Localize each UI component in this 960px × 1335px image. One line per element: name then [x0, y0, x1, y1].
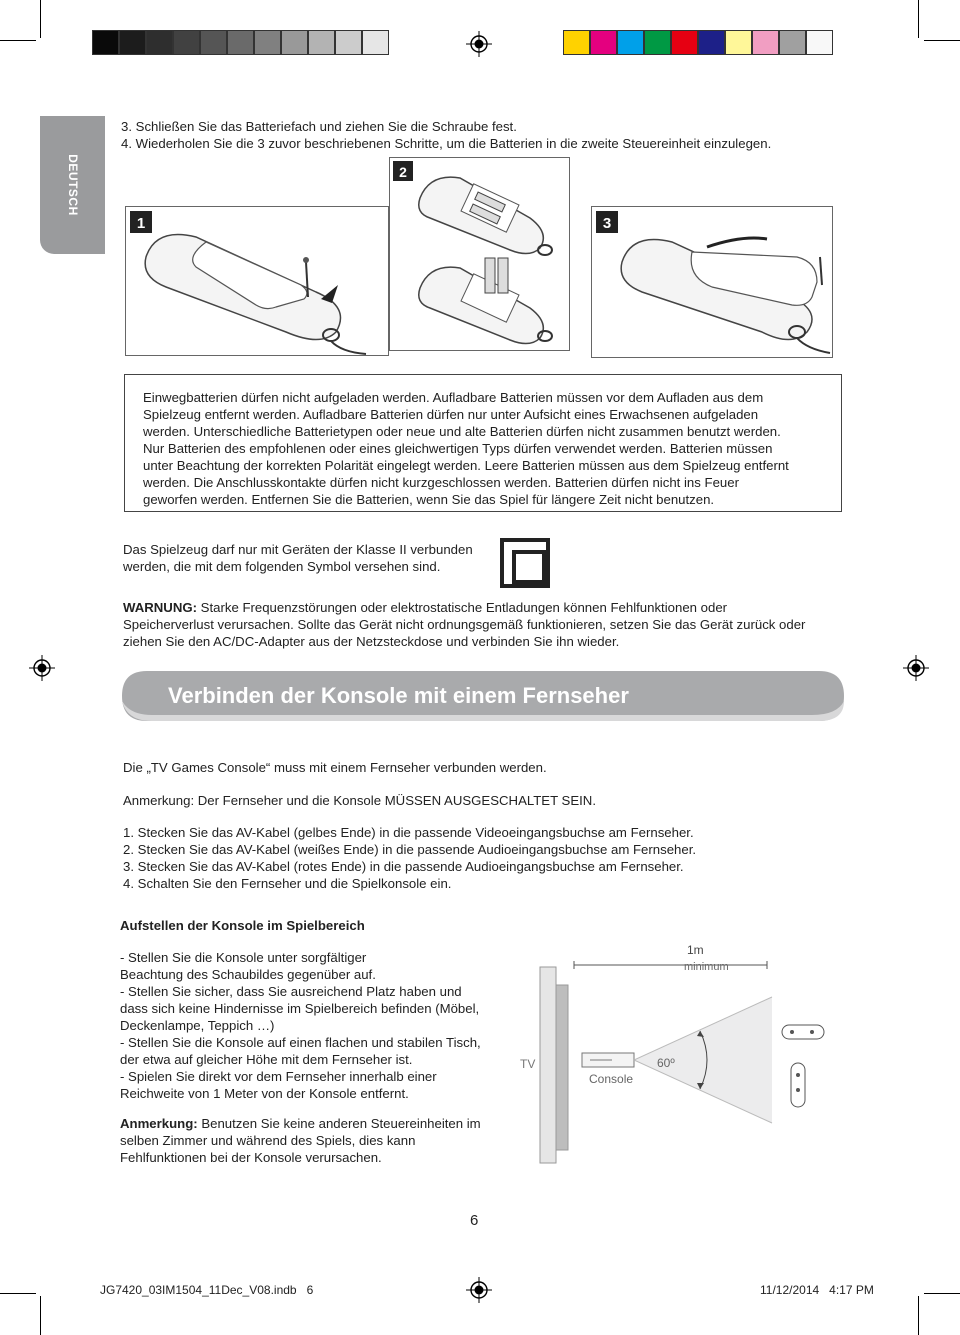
color-swatch — [698, 30, 725, 55]
step-3-text: 3. Schließen Sie das Batteriefach und ziehen Sie die Schraube fest. — [121, 119, 517, 134]
tv-label: TV — [520, 1057, 536, 1071]
color-swatch — [92, 30, 119, 55]
process-color-bar — [563, 30, 833, 55]
setup-instruction-line: Reichweite von 1 Meter von der Konsole entfernt. — [120, 1086, 409, 1101]
setup-instruction-line: Deckenlampe, Teppich …) — [120, 1018, 275, 1033]
crop-mark — [924, 1293, 960, 1294]
setup-note-line-1: Benutzen Sie keine anderen Steuereinheiten im — [197, 1116, 481, 1131]
footer-date: 11/12/2014 4:17 PM — [760, 1283, 874, 1297]
color-swatch — [806, 30, 833, 55]
class-ii-line-1: Das Spielzeug darf nur mit Geräten der Klasse II verbunden — [123, 542, 473, 557]
setup-note-line-3: Fehlfunktionen bei der Konsole verursachen. — [120, 1150, 382, 1165]
connect-step: 1. Stecken Sie das AV-Kabel (gelbes Ende) in die passende Videoeingangsbuchse am Fernseher. — [123, 825, 694, 840]
battery-warning-line: werden. Unterschiedliche Batterietypen oder neue und alte Batterien dürfen nicht zusammen benutzt werden. — [143, 424, 781, 439]
setup-diagram — [512, 925, 842, 1175]
connect-step: 3. Stecken Sie das AV-Kabel (rotes Ende) in die passende Audioeingangsbuchse am Fernseher. — [123, 859, 684, 874]
warning-line-3: ziehen Sie den AC/DC-Adapter aus der Netzsteckdose und verbinden Sie ihn wieder. — [123, 634, 620, 649]
color-swatch — [335, 30, 362, 55]
battery-warning-box — [124, 374, 842, 512]
battery-steps — [121, 118, 771, 152]
console-label: Console — [589, 1072, 634, 1086]
battery-warning-line: unter Beachtung der korrekten Polarität eingelegt werden. Leere Batterien müssen aus dem Spielzeug entfernt — [143, 458, 789, 473]
battery-warning-line: Spielzeug entfernt werden. Aufladbare Batterien dürfen nur unter Aufsicht eines Erwachsenen aufgeladen — [143, 407, 759, 422]
color-swatch — [227, 30, 254, 55]
angle-label: 60º — [657, 1056, 675, 1070]
crop-mark — [40, 0, 41, 38]
remote-open-battery-cover-illustration — [126, 207, 388, 355]
grayscale-color-bar — [92, 30, 389, 55]
setup-instruction-line: der etwa auf gleicher Höhe mit dem Fernseher ist. — [120, 1052, 413, 1067]
panel-2-number: 2 — [399, 164, 407, 180]
distance-sub-label: minimum — [684, 961, 729, 973]
connect-steps-list — [123, 824, 696, 892]
language-tab-label: DEUTSCH — [65, 154, 80, 216]
color-swatch — [752, 30, 779, 55]
battery-warning-line: Einwegbatterien dürfen nicht aufgeladen werden. Aufladbare Batterien müssen vor dem Aufladen aus dem — [143, 390, 764, 405]
panel-3-number: 3 — [602, 215, 612, 232]
crop-mark — [40, 1296, 41, 1335]
remote-close-battery-cover-illustration — [592, 207, 832, 357]
registration-mark-icon — [903, 655, 929, 681]
battery-warning-text — [143, 389, 833, 508]
setup-instruction-line: - Spielen Sie direkt vor dem Fernseher innerhalb einer — [120, 1069, 437, 1084]
setup-note-label: Anmerkung: — [120, 1116, 198, 1131]
setup-instruction-line: dass sich keine Hindernisse im Spielbereich befinden (Möbel, — [120, 1001, 480, 1016]
illustration-panel-1 — [125, 206, 389, 356]
crop-mark — [0, 40, 36, 41]
crop-mark — [918, 0, 919, 38]
warning-line-2: Speicherverlust verursachen. Sollte das Gerät nicht ordnungsgemäß funktionieren, setzen Sie das Gerät zurück oder — [123, 617, 806, 632]
setup-note — [120, 1115, 481, 1166]
illustration-panel-2 — [389, 157, 570, 351]
registration-mark-icon — [466, 1277, 492, 1303]
battery-warning-line: Nur Batterien des empfohlenen oder eines gleichwertigen Typs dürfen verwendet werden. Batterien müssen — [143, 441, 773, 456]
setup-instruction-line: - Stellen Sie die Konsole auf einen flachen und stabilen Tisch, — [120, 1035, 481, 1050]
registration-mark-icon — [466, 31, 492, 57]
language-tab — [40, 116, 105, 254]
connect-intro: Die „TV Games Console“ muss mit einem Fernseher verbunden werden. — [123, 760, 547, 775]
color-swatch — [173, 30, 200, 55]
color-swatch — [590, 30, 617, 55]
class-ii-notice — [123, 541, 473, 575]
setup-note-line-2: selben Zimmer und während des Spiels, dies kann — [120, 1133, 416, 1148]
controller-icon — [782, 1025, 824, 1039]
footer-file-info: JG7420_03IM1504_11Dec_V08.indb 6 — [100, 1283, 314, 1297]
class-ii-symbol-icon — [500, 538, 550, 588]
connect-step: 4. Schalten Sie den Fernseher und die Spielkonsole ein. — [123, 876, 452, 891]
color-swatch — [779, 30, 806, 55]
setup-instruction-line: - Stellen Sie sicher, dass Sie ausreichend Platz haben und — [120, 984, 462, 999]
setup-instructions — [120, 949, 481, 1102]
remote-insert-batteries-illustration — [390, 158, 569, 350]
color-swatch — [362, 30, 389, 55]
panel-1-number: 1 — [136, 215, 146, 232]
color-swatch — [563, 30, 590, 55]
battery-warning-line: geworfen werden. Entfernen Sie die Batterien, wenn Sie das Spiel für längere Zeit nicht benutzen. — [143, 492, 715, 507]
setup-heading: Aufstellen der Konsole im Spielbereich — [120, 918, 365, 933]
crop-mark — [924, 40, 960, 41]
color-swatch — [254, 30, 281, 55]
controller-icon — [791, 1063, 805, 1107]
color-swatch — [119, 30, 146, 55]
color-swatch — [671, 30, 698, 55]
color-swatch — [725, 30, 752, 55]
color-swatch — [617, 30, 644, 55]
battery-warning-line: werden. Die Anschlusskontakte dürfen nicht kurzgeschlossen werden. Batterien dürfen nicht ins Feuer — [143, 475, 739, 490]
interference-warning — [123, 599, 843, 650]
crop-mark — [0, 1293, 36, 1294]
color-swatch — [200, 30, 227, 55]
connect-note: Anmerkung: Der Fernseher und die Konsole MÜSSEN AUSGESCHALTET SEIN. — [123, 793, 596, 808]
class-ii-line-2: werden, die mit dem folgenden Symbol versehen sind. — [123, 559, 441, 574]
distance-label: 1m — [687, 943, 704, 957]
connect-step: 2. Stecken Sie das AV-Kabel (weißes Ende) in die passende Audioeingangsbuchse am Fernseher. — [123, 842, 697, 857]
step-4-text: 4. Wiederholen Sie die 3 zuvor beschriebenen Schritte, um die Batterien in die zweite Steuereinheit einzulegen. — [121, 136, 772, 151]
registration-mark-icon — [29, 655, 55, 681]
crop-mark — [918, 1296, 919, 1335]
warning-line-1: Starke Frequenzstörungen oder elektrostatische Entladungen können Fehlfunktionen oder — [197, 600, 728, 615]
warning-label: WARNUNG: — [123, 600, 197, 615]
color-swatch — [281, 30, 308, 55]
setup-instruction-line: Beachtung des Schaubildes gegenüber auf. — [120, 967, 376, 982]
color-swatch — [146, 30, 173, 55]
color-swatch — [308, 30, 335, 55]
tv-icon — [540, 967, 556, 1163]
setup-instruction-line: - Stellen Sie die Konsole unter sorgfältiger — [120, 950, 367, 965]
color-swatch — [644, 30, 671, 55]
illustration-panel-3 — [591, 206, 833, 358]
section-title: Verbinden der Konsole mit einem Fernseher — [168, 683, 629, 708]
page-number: 6 — [470, 1212, 479, 1229]
